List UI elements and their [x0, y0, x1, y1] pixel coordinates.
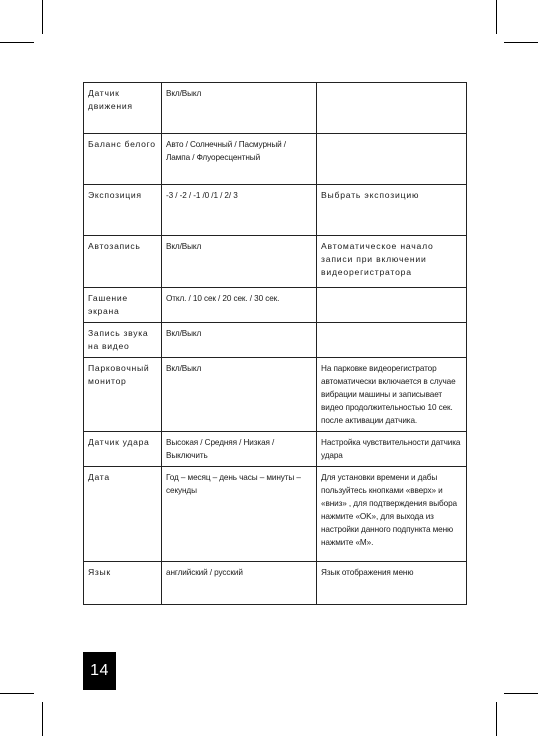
crop-mark-top-left-h: [0, 42, 34, 43]
setting-options: Авто / Солнечный / Пасмурный / Лампа / Флуоресцентный: [162, 134, 317, 185]
setting-name: Парковочный монитор: [84, 358, 162, 432]
setting-options: -3 / -2 / -1 /0 /1 / 2/ 3: [162, 185, 317, 236]
setting-description: Для установки времени и дабы пользуйтесь кнопками «вверх» и «вниз» , для подтверждения выбора нажмите «OK», для выхода из настройки данного подпункта меню нажмите «M».: [317, 467, 467, 562]
table-row: [84, 467, 467, 562]
setting-description: [317, 83, 467, 134]
setting-name: Датчик удара: [84, 432, 162, 467]
setting-options: Откл. / 10 сек / 20 сек. / 30 сек.: [162, 288, 317, 323]
table-row: [84, 323, 467, 358]
setting-options: Вкл/Выкл: [162, 236, 317, 288]
table-row: [84, 358, 467, 432]
table-row: [84, 432, 467, 467]
table-row: [84, 134, 467, 185]
table-row: [84, 185, 467, 236]
table-row: [84, 83, 467, 134]
setting-name: Экспозиция: [84, 185, 162, 236]
setting-description: На парковке видеорегистратор автоматически включается в случае вибрации машины и записывает видео продолжительностью 10 сек. после активации датчика.: [317, 358, 467, 432]
setting-options: Вкл/Выкл: [162, 83, 317, 134]
crop-mark-top-right: [496, 0, 497, 34]
table-row: [84, 562, 467, 605]
setting-description: Выбрать экспозицию: [317, 185, 467, 236]
settings-table: [83, 82, 467, 605]
setting-description: Настройка чувствительности датчика удара: [317, 432, 467, 467]
crop-mark-bottom-right: [496, 702, 497, 736]
setting-name: Язык: [84, 562, 162, 605]
setting-description: [317, 134, 467, 185]
crop-mark-top-right-h: [504, 42, 538, 43]
setting-description: Автоматическое начало записи при включении видеорегистратора: [317, 236, 467, 288]
setting-options: английский / русский: [162, 562, 317, 605]
setting-name: Баланс белого: [84, 134, 162, 185]
crop-mark-bottom-right-h: [504, 693, 538, 694]
setting-description: Язык отображения меню: [317, 562, 467, 605]
setting-options: Вкл/Выкл: [162, 323, 317, 358]
table-row: [84, 236, 467, 288]
setting-name: Запись звука на видео: [84, 323, 162, 358]
setting-description: [317, 323, 467, 358]
table-row: [84, 288, 467, 323]
crop-mark-bottom-left: [42, 702, 43, 736]
setting-options: Высокая / Средняя / Низкая / Выключить: [162, 432, 317, 467]
setting-options: Год – месяц – день часы – минуты – секунды: [162, 467, 317, 562]
crop-mark-top-left: [42, 0, 43, 34]
setting-name: Датчик движения: [84, 83, 162, 134]
setting-name: Гашение экрана: [84, 288, 162, 323]
setting-name: Дата: [84, 467, 162, 562]
crop-mark-bottom-left-h: [0, 693, 34, 694]
setting-description: [317, 288, 467, 323]
setting-options: Вкл/Выкл: [162, 358, 317, 432]
page-number: 14: [83, 652, 116, 690]
setting-name: Автозапись: [84, 236, 162, 288]
